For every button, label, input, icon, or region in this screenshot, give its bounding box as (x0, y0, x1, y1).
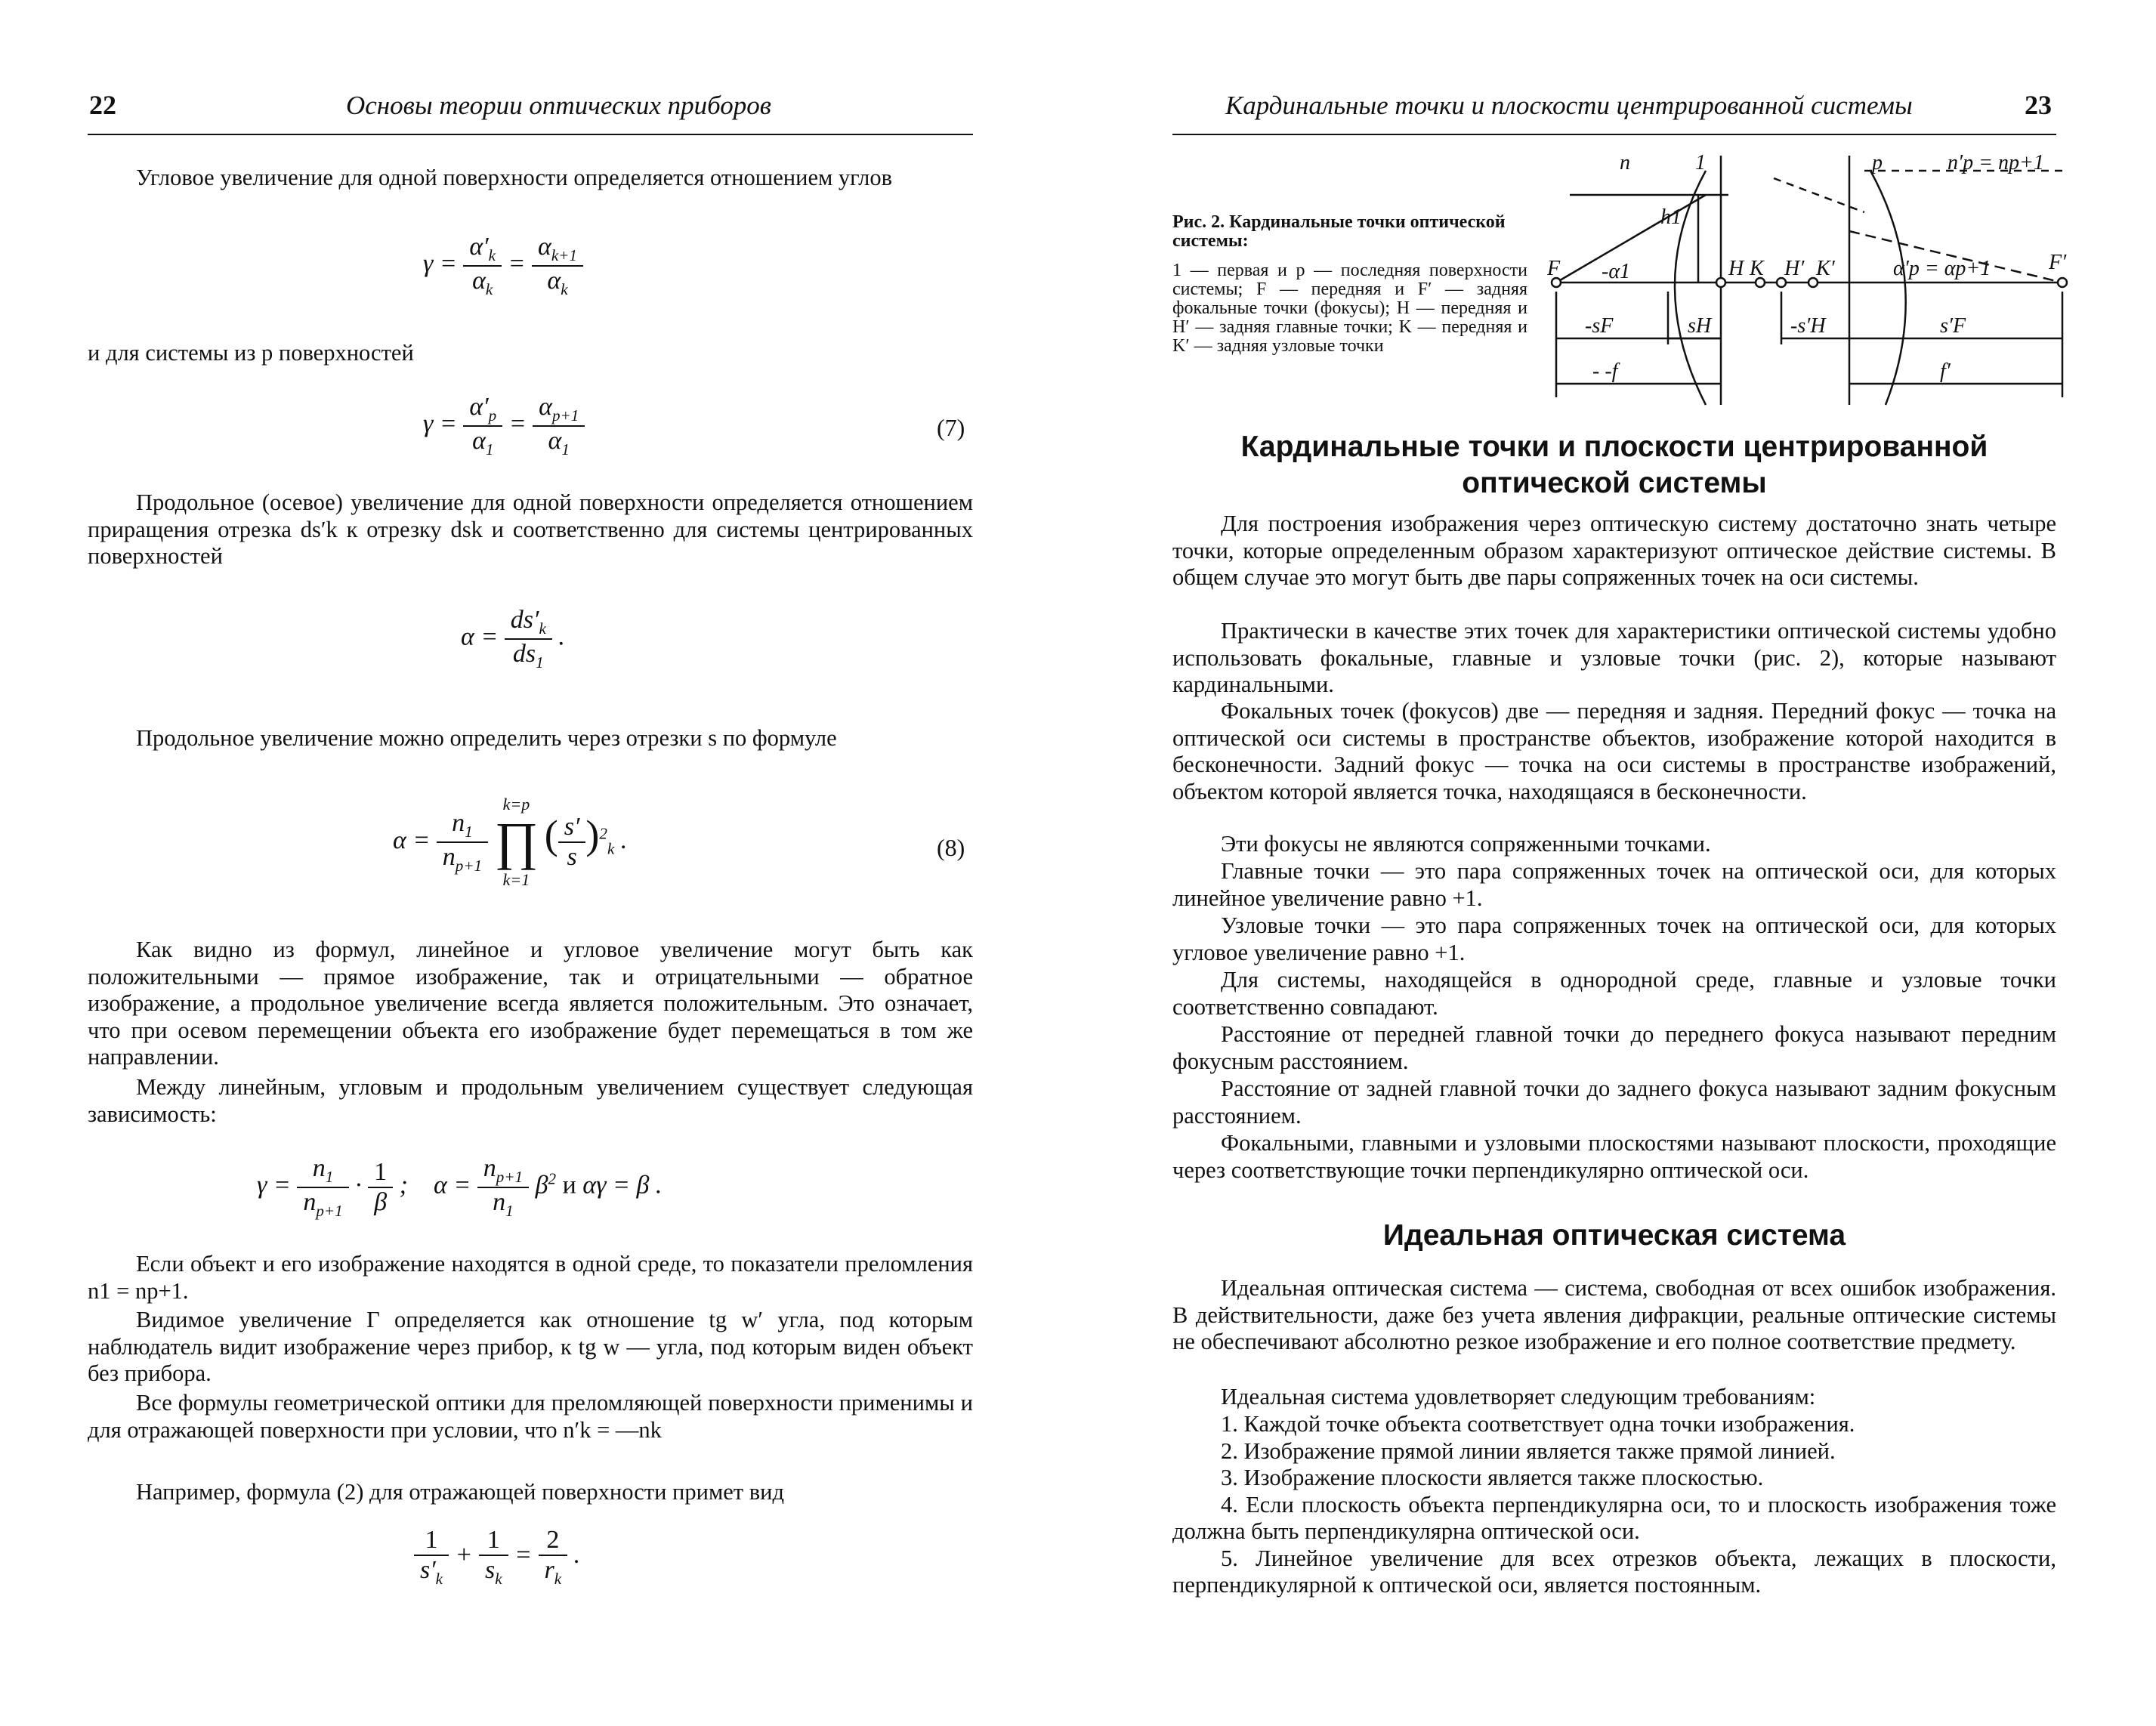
running-head: Основы теории оптических приборов (346, 91, 771, 120)
paragraph: Расстояние от задней главной точки до заднего фокуса называют задним фокусным расстоянием. (1172, 1076, 2056, 1129)
list-item: 2. Изображение прямой линии является также прямой линией. (1221, 1437, 1836, 1464)
label-F: F (1547, 257, 1561, 280)
label-H: H (1728, 257, 1744, 280)
formula-longitudinal-single: α = $\frac{ds'_k}{ds_1}$ . (461, 606, 565, 672)
paragraph: и для системы из p поверхностей (88, 340, 414, 366)
label-Fp: F′ (2049, 251, 2067, 274)
paragraph: Идеальная оптическая система — система, свободная от всех ошибок изображения. В действительности, даже без учета явления дифракции, реальные оптические системы не обеспечивают абсолютно резкое изображение и его полное соответствие предмету. (1172, 1275, 2056, 1354)
label-sF: -sF (1585, 314, 1614, 338)
formula-longitudinal-product: α = $\frac{n_1}{n_{p+1}}$ k=p ∏ k=1 ( $\frac{s'}{s}$ )$^2_k$ . (393, 795, 628, 889)
label-n: n (1620, 151, 1630, 174)
formula-angular-single: γ = $\frac{\alpha'_k}{\alpha_k}$ = $\frac{\alpha_{k+1}}{\alpha_k}$ (423, 233, 583, 299)
label-K: K (1750, 257, 1764, 280)
paragraph: Расстояние от передней главной точки до переднего фокуса называют передним фокусным расстоянием. (1172, 1021, 2056, 1074)
label-alpha-p: α′p = αp+1 (1893, 257, 1991, 280)
header-rule (1172, 134, 2056, 135)
label-np: n′p = np+1 (1948, 151, 2044, 174)
paragraph: Главные точки — это пара сопряженных точек на оптической оси, для которых линейное увеличение равно +1. (1172, 858, 2056, 911)
label-fp: f′ (1940, 360, 1951, 383)
equation-number: (8) (937, 834, 965, 861)
figure-caption-title: Рис. 2. Кардинальные точки оптической системы: (1172, 212, 1506, 251)
paragraph: Практически в качестве этих точек для характеристики оптической системы удобно использовать фокальные, главные и узловые точки (рис. 2), которые называют кардинальными. (1172, 618, 2056, 697)
paragraph: Узловые точки — это пара сопряженных точек на оптической оси, для которых угловое увеличение равно +1. (1172, 912, 2056, 965)
list-item: 3. Изображение плоскости является также плоскостью. (1221, 1465, 1764, 1490)
label-h1: h1 (1660, 205, 1682, 229)
right-page (1088, 0, 2156, 1726)
label-sHp: -s′H (1790, 314, 1826, 338)
list-item: 4. Если плоскость объекта перпендикулярна оси, то и плоскость изображения тоже должна быть перпендикулярна оптической оси. (1172, 1491, 2056, 1544)
label-f: - -f (1592, 360, 1618, 383)
figure-caption (1172, 213, 1527, 356)
paragraph: Для построения изображения через оптическую систему достаточно знать четыре точки, которые определенным образом характеризуют оптическое действие системы. В общем случае это могут быть две пары сопряженных точек на оси системы. (1172, 511, 2056, 590)
list-item: 1. Каждой точке объекта соответствует одна точки изображения. (1221, 1411, 1855, 1437)
front-principal-point (1716, 278, 1725, 287)
list-item: 5. Линейное увеличение для всех отрезков объекта, лежащих в плоскости, перпендикулярной к оптической оси, является постоянным. (1172, 1545, 2056, 1598)
paragraph: Если объект и его изображение находятся в одной среде, то показатели преломления n1 = np+1. (88, 1251, 973, 1304)
label-1: 1 (1695, 151, 1706, 174)
label-Kp: K′ (1816, 257, 1835, 280)
paragraph: Все формулы геометрической оптики для преломляющей поверхности применимы и для отражающей поверхности при условии, что n′k = —nk (88, 1390, 973, 1443)
label-p: p (1872, 151, 1883, 174)
paragraph: Эти фокусы не являются сопряженными точками. (1221, 831, 1711, 857)
paragraph: Как видно из формул, линейное и угловое увеличение могут быть как положительными — прямое изображение, так и отрицательными — обратное изображение, а продольное увеличение всегда является положительным. Это означает, что при осевом перемещении объекта его изображение будет перемещаться в том же направлении. (88, 937, 973, 1070)
page-number: 23 (2025, 90, 2052, 120)
formula-angular-system: γ = $\frac{\alpha'_p}{\alpha_1}$ = $\frac{\alpha_{p+1}}{\alpha_1}$ (423, 393, 585, 459)
left-page (0, 0, 1058, 1726)
paragraph: Между линейным, угловым и продольным увеличением существует следующая зависимость: (88, 1074, 973, 1127)
paragraph: Видимое увеличение Γ определяется как отношение tg w′ угла, под которым наблюдатель видит изображение через прибор, к tg w — угла, под которым виден объект без прибора. (88, 1307, 973, 1386)
cardinal-points-diagram (1547, 148, 2068, 412)
last-surface (1870, 171, 1906, 405)
section-heading: Кардинальные точки и плоскости центрированной оптической системы (1240, 431, 1988, 499)
rear-focus-point (2058, 278, 2067, 287)
paragraph: Продольное увеличение можно определить через отрезки s по формуле (136, 725, 837, 751)
paragraph: Фокальными, главными и узловыми плоскостями называют плоскости, проходящие через соответствующие точки перпендикулярно оптической оси. (1172, 1130, 2056, 1183)
paragraph: Фокальных точек (фокусов) две — передняя и задняя. Передний фокус — точка на оптической оси системы в пространстве объектов, изображение которой находится в бесконечности. Задний фокус — точка на оси системы в пространстве изображений, объектом которой является точка, находящаяся в бесконечности. (1172, 698, 2056, 804)
paragraph: Идеальная система удовлетворяет следующим требованиям: (1221, 1384, 1816, 1410)
formula-relations: γ = $\frac{n_1}{n_{p+1}}$ · $\frac{1}{\beta}$ ; α = $\frac{n_{p+1}}{n_1}$ $\beta^2$ и αγ = β . (257, 1154, 663, 1220)
running-head: Кардинальные точки и плоскости центрированной системы (1225, 91, 1913, 120)
label-sFp: s′F (1940, 314, 1966, 338)
section-heading: Идеальная оптическая система (1382, 1219, 1846, 1252)
requirements-list (1172, 1411, 2056, 1599)
paragraph: Продольное (осевое) увеличение для одной поверхности определяется отношением приращения отрезка ds′k к отрезку dsk и соответственно для системы центрированных поверхностей (88, 489, 973, 569)
figure-caption-body: 1 — первая и p — последняя поверхности системы; F — передняя и F′ — задняя фокальные точки (фокусы); H — передняя и H′ — задняя главные точки; K — передняя и K′ — задняя узловые точки (1172, 261, 1527, 356)
formula-mirror: $\frac{1}{s'_k}$ + $\frac{1}{s_k}$ = $\frac{2}{r_k}$ . (414, 1526, 580, 1589)
paragraph: Угловое увеличение для одной поверхности определяется отношением углов (136, 165, 892, 190)
label-alpha1: -α1 (1602, 260, 1631, 283)
page-number: 22 (89, 90, 116, 120)
label-Hp: H′ (1784, 257, 1805, 280)
equation-number: (7) (937, 414, 965, 441)
paragraph: Например, формула (2) для отражающей поверхности примет вид (136, 1479, 784, 1505)
label-sH: sH (1688, 314, 1712, 338)
paragraph: Для системы, находящейся в однородной среде, главные и узловые точки соответственно совпадают. (1172, 967, 2056, 1020)
header-rule (88, 134, 973, 135)
